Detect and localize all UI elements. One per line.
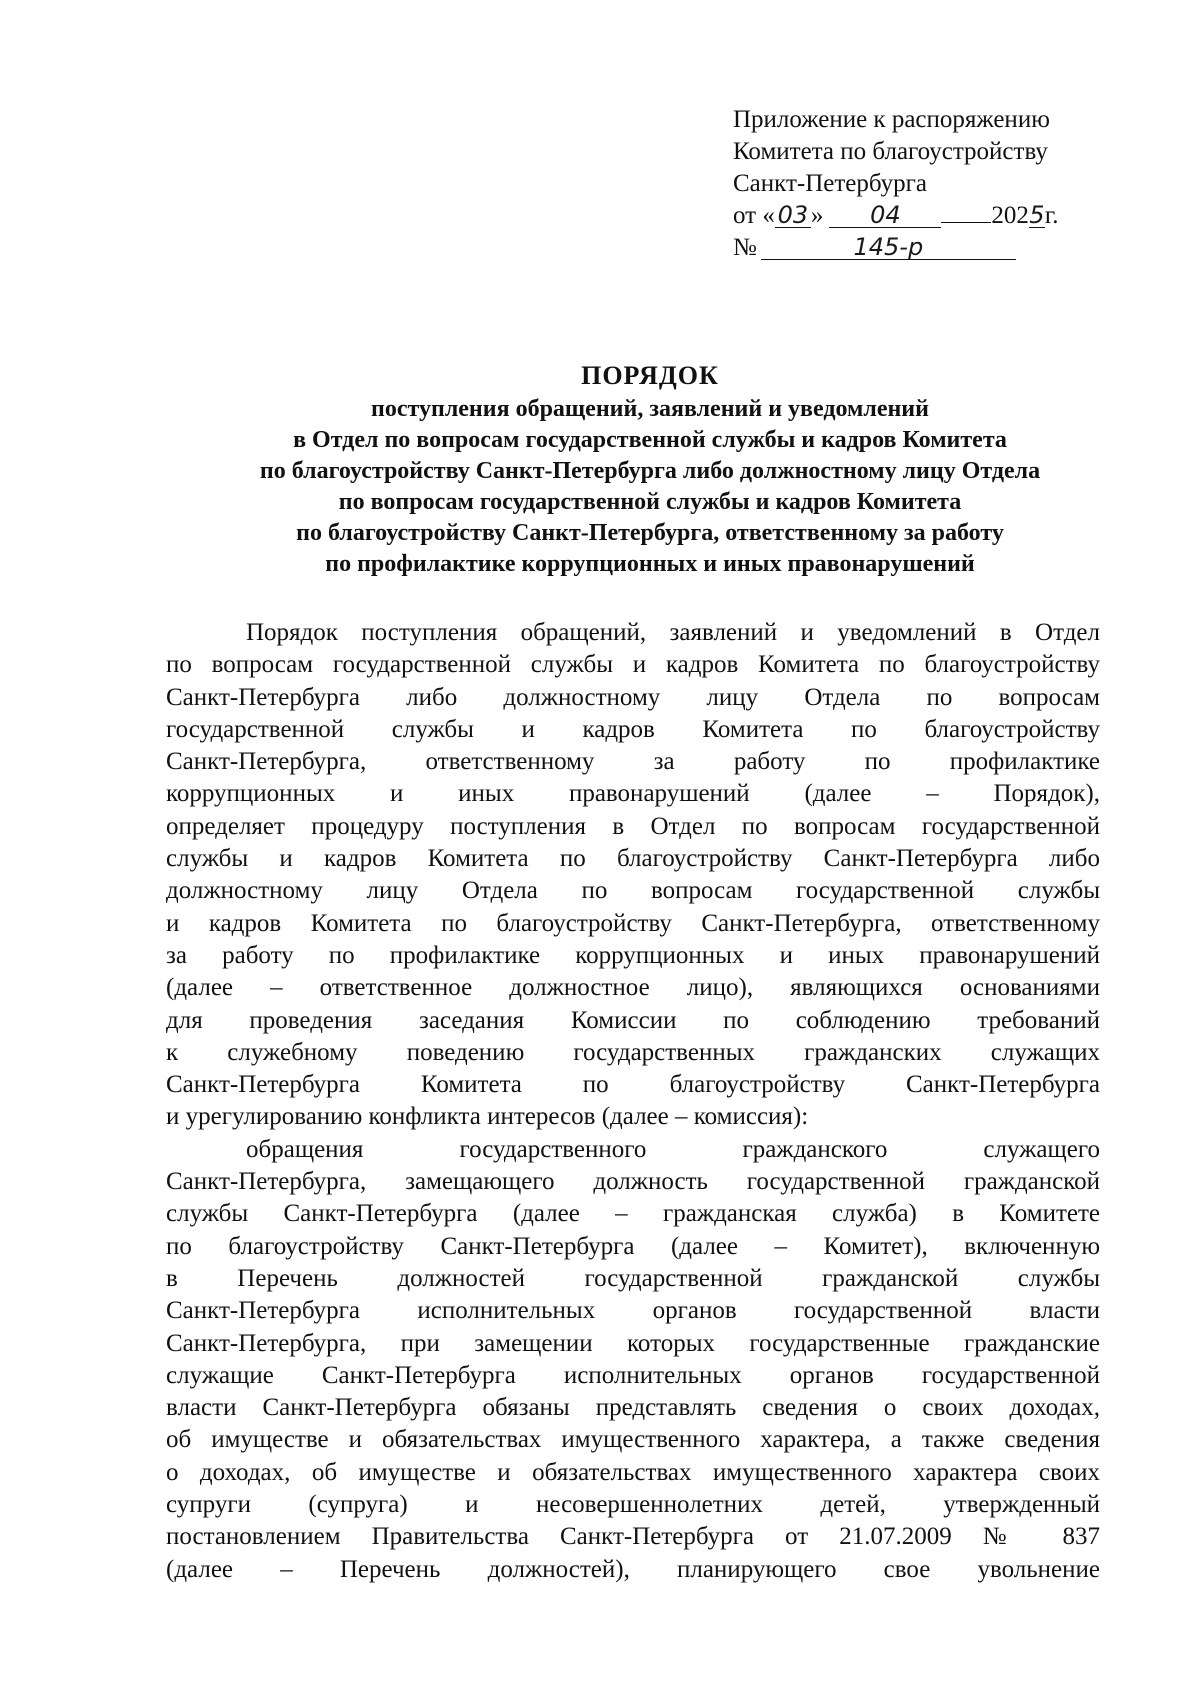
body-line: определяет процедуру поступления в Отдел по вопросам государственной [166,812,1100,840]
approval-stamp [733,104,1153,264]
body-text [166,617,1100,1586]
body-line: службы Санкт-Петербурга (далее – гражданская служба) в Комитете [166,1200,1100,1228]
body-line: Порядок поступления обращений, заявлений и уведомлений в Отдел [246,619,1100,646]
body-line: за работу по профилактике коррупционных и иных правонарушений [166,941,1100,969]
body-line: службы и кадров Комитета по благоустройству Санкт-Петербурга либо [166,845,1100,873]
body-line: о доходах, об имуществе и обязательствах имущественного характера своих [166,1458,1100,1486]
title-line: в Отдел по вопросам государственной службы и кадров Комитета [293,427,1007,453]
document-title [150,360,1150,580]
body-line: Санкт-Петербурга Комитета по благоустройству Санкт-Петербурга [166,1071,1100,1099]
title-line: по вопросам государственной службы и кадров Комитета [338,489,962,515]
title-line: поступления обращений, заявлений и уведомлений [371,396,929,422]
body-line: и урегулированию конфликта интересов (далее – комиссия): [166,1103,809,1131]
body-line: служащие Санкт-Петербурга исполнительных органов государственной [166,1361,1100,1389]
date-underline [941,221,991,223]
approval-line-2: Комитета по благоустройству [733,138,1048,165]
date-suffix: г. [1044,202,1059,229]
body-line: по вопросам государственной службы и кадров Комитета по благоустройству [166,651,1100,679]
body-line: (далее – Перечень должностей), планирующего свое увольнение [166,1555,1100,1583]
body-line: по благоустройству Санкт-Петербурга (далее – Комитет), включенную [166,1232,1100,1260]
approval-date [733,200,1153,232]
body-line: Санкт-Петербурга исполнительных органов государственной власти [166,1297,1100,1325]
body-line: в Перечень должностей государственной гражданской службы [166,1264,1100,1292]
number-handwritten: 145-р [761,235,1016,260]
title-line: по профилактике коррупционных и иных правонарушений [325,551,975,577]
date-prefix: от « [733,202,775,229]
title-line: по благоустройству Санкт-Петербурга либо должностному лицу Отдела [259,458,1041,484]
body-line: постановлением Правительства Санкт-Петербурга от 21.07.2009 № 837 [166,1523,1100,1551]
date-year-prefix: 202 [991,202,1029,229]
body-line: власти Санкт-Петербурга обязаны представлять сведения о своих доходах, [166,1394,1100,1422]
date-mid: » [810,202,824,229]
body-line: государственной службы и кадров Комитета по благоустройству [166,715,1100,743]
approval-line-1: Приложение к распоряжению [733,106,1050,133]
body-line: Санкт-Петербурга, ответственному за работу по профилактике [166,748,1100,776]
body-line: (далее – ответственное должностное лицо), являющихся основаниями [166,974,1100,1002]
body-line: Санкт-Петербурга либо должностному лицу Отдела по вопросам [166,683,1100,711]
number-label: № [733,234,757,261]
body-line: обращения государственного гражданского служащего [246,1135,1100,1163]
body-line: коррупционных и иных правонарушений (далее – Порядок), [166,780,1100,808]
approval-number [733,232,1153,264]
body-line: и кадров Комитета по благоустройству Санкт-Петербурга, ответственному [166,909,1100,937]
body-line: должностному лицу Отдела по вопросам государственной службы [166,877,1100,905]
body-line: для проведения заседания Комиссии по соблюдению требований [166,1006,1100,1034]
date-year-handwritten: 5 [1029,201,1045,229]
body-line: Санкт-Петербурга, замещающего должность государственной гражданской [166,1168,1100,1196]
date-month-handwritten: 04 [829,203,941,228]
title-main: ПОРЯДОК [581,361,719,390]
body-line: об имуществе и обязательствах имущественного характера, а также сведения [166,1426,1100,1454]
title-line: по благоустройству Санкт-Петербурга, ответственному за работу [296,520,1004,546]
approval-line-3: Санкт-Петербурга [733,170,928,197]
date-day-handwritten: 03 [775,203,811,228]
body-line: к служебному поведению государственных гражданских служащих [166,1038,1100,1066]
body-line: Санкт-Петербурга, при замещении которых государственные гражданские [166,1329,1100,1357]
body-line: супруги (супруга) и несовершеннолетних детей, утвержденный [166,1491,1100,1519]
